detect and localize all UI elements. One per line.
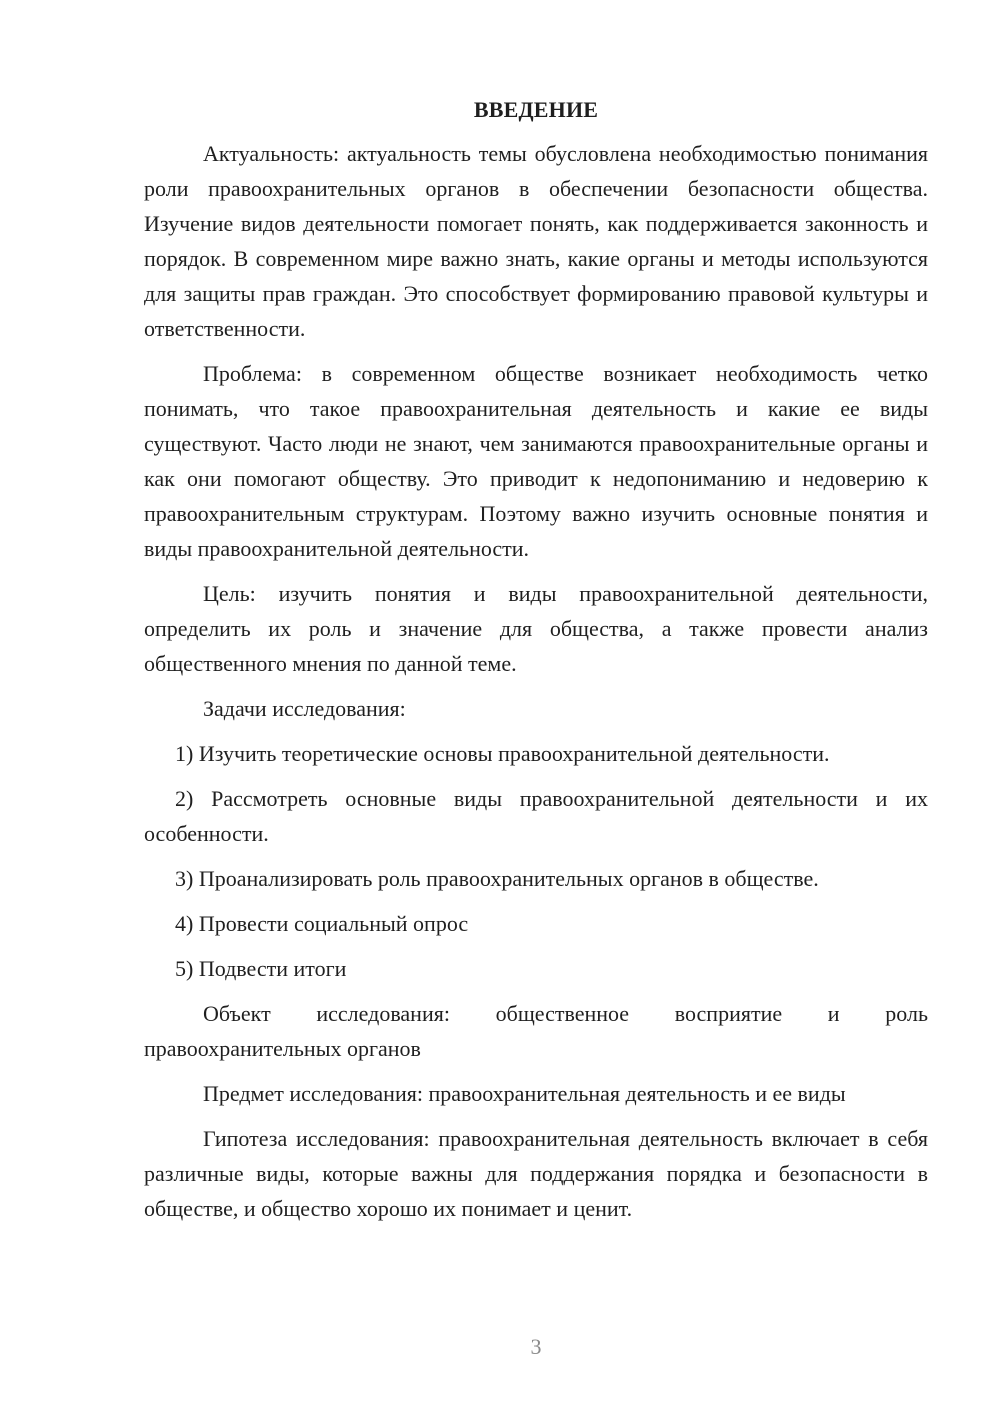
task-item-4: 4) Провести социальный опрос	[175, 911, 469, 936]
object-paragraph: Объект исследования: общественное восприятие и роль правоохранительных органов	[144, 1001, 928, 1061]
tasks-title: Задачи исследования:	[203, 696, 406, 721]
page-content	[144, 94, 928, 1236]
problem-paragraph: Проблема: в современном обществе возникает необходимость четко понимать, что такое правоохранительная деятельность и какие ее виды существуют. Часто люди не знают, чем занимаются правоохранительные органы и как они помогают обществу. Это приводит к недопониманию и недоверию к правоохранительным структурам. Поэтому важно изучить основные понятия и виды правоохранительной деятельности.	[144, 361, 928, 561]
hypothesis-paragraph: Гипотеза исследования: правоохранительная деятельность включает в себя различные виды, которые важны для поддержания порядка и безопасности в обществе, и общество хорошо их понимает и ценит.	[144, 1126, 928, 1221]
task-item-2: 2) Рассмотреть основные виды правоохранительной деятельности и их особенности.	[144, 786, 928, 846]
task-item-5: 5) Подвести итоги	[175, 956, 347, 981]
section-heading: ВВЕДЕНИЕ	[473, 97, 599, 122]
task-item-3: 3) Проанализировать роль правоохранительных органов в обществе.	[175, 866, 819, 891]
goal-paragraph: Цель: изучить понятия и виды правоохранительной деятельности, определить их роль и значение для общества, а также провести анализ общественного мнения по данной теме.	[144, 581, 928, 676]
page-number: 3	[530, 1334, 542, 1359]
task-item-1: 1) Изучить теоретические основы правоохранительной деятельности.	[175, 741, 830, 766]
subject-paragraph: Предмет исследования: правоохранительная деятельность и ее виды	[203, 1081, 846, 1106]
relevance-paragraph: Актуальность: актуальность темы обусловлена необходимостью понимания роли правоохранительных органов в обеспечении безопасности общества. Изучение видов деятельности помогает понять, как поддерживается законность и порядок. В современном мире важно знать, какие органы и методы используются для защиты прав граждан. Это способствует формированию правовой культуры и ответственности.	[144, 141, 928, 341]
